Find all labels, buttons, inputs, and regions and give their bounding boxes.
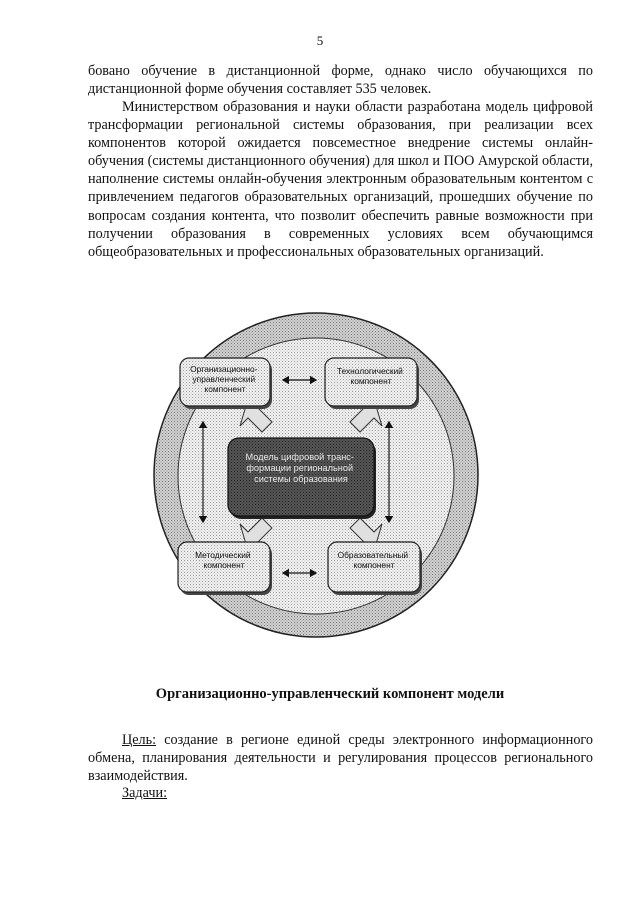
tasks-label: Задачи: xyxy=(122,785,168,801)
box-educational xyxy=(328,542,422,595)
page-number: 5 xyxy=(316,33,324,48)
center-line1: Модель цифровой транс- xyxy=(245,452,354,462)
box-methodical xyxy=(178,542,272,595)
box-organizational-line1: Организационно- xyxy=(190,364,258,374)
section-heading: Организационно-управленческий компонент модели xyxy=(155,686,505,702)
goal-label: Цель: xyxy=(122,732,157,748)
box-technological-line1: Технологический xyxy=(336,366,403,376)
paragraph-model-description: Министерством образования и науки области разработана модель цифровой трансформации региональной системы образования, при реализации всех компонентов которой ожидается повсеместное внедрение системы онлайн-обучения (системы дистанционного обучения) для школ и ПОО Амурской области, наполнение системы онлайн-обучения электронным образовательным контентом с привлечением педагогов образовательных организаций, прошедших обучение по вопросам создания контента, что позволит обеспечить равные возможности при получении образования в современных условиях всем обучающимся общеобразовательных и профессиональных образовательных организаций. xyxy=(88,99,593,260)
svg-text:Модель цифровой транс- ф xyxy=(246,452,357,484)
paragraph-continuation: бовано обучение в дистанционной форме, однако число обучающихся по дистанционной форме обучения составляет 535 человек. xyxy=(88,63,593,98)
box-organizational-line2: управленческий xyxy=(192,374,256,384)
box-methodical-line2: компонент xyxy=(203,560,245,570)
box-technological xyxy=(325,358,419,409)
box-organizational-line3: компонент xyxy=(204,384,246,394)
box-organizational xyxy=(180,358,272,409)
box-center-model xyxy=(228,438,376,519)
center-line3: системы образования xyxy=(254,474,348,484)
svg-text:Методический компонент xyxy=(195,550,253,570)
box-technological-line2: компонент xyxy=(350,376,392,386)
box-educational-line2: компонент xyxy=(353,560,395,570)
box-educational-line1: Образовательный xyxy=(337,550,409,560)
center-line2: формации региональной xyxy=(246,463,354,473)
model-diagram xyxy=(150,310,482,640)
box-methodical-line1: Методический xyxy=(195,550,251,560)
goal-text: создание в регионе единой среды электронного информационного обмена, планирования деятельности и регулирования процессов регионального взаимодействия. xyxy=(88,732,593,785)
goal-paragraph xyxy=(88,731,593,785)
